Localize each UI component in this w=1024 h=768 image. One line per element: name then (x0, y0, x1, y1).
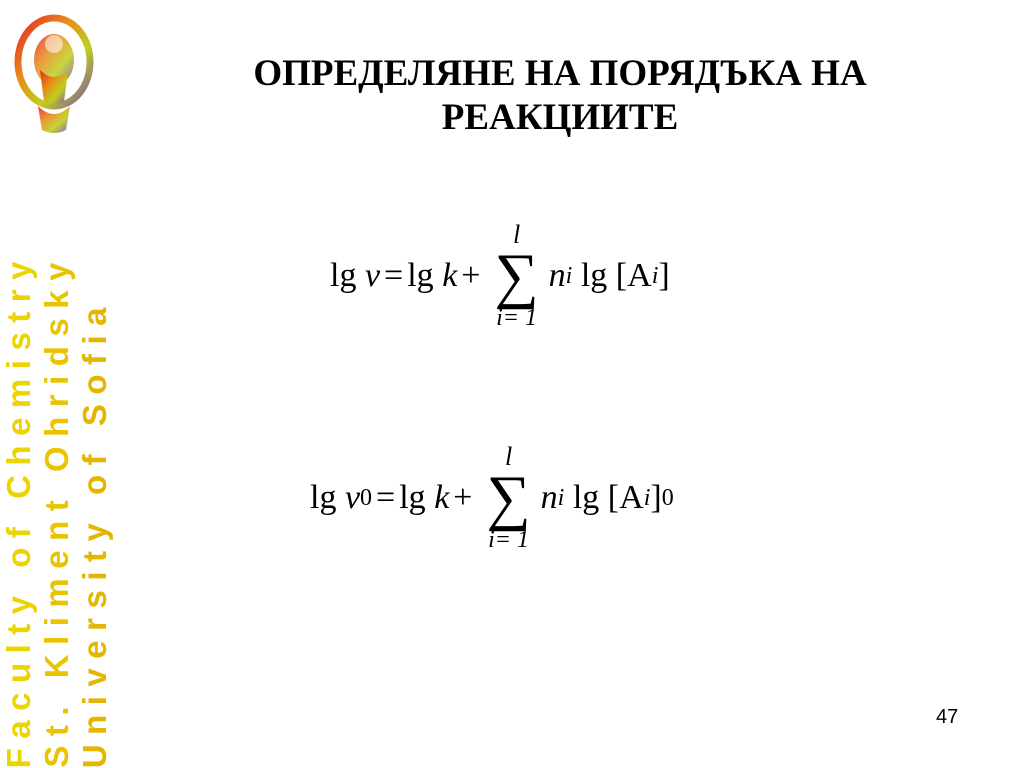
formula2-equals: = (376, 479, 396, 516)
formula2-lg-conc: lg (572, 479, 600, 516)
title-line-2: РЕАКЦИИТЕ (441, 97, 679, 138)
formula-conc-open: [A (615, 257, 652, 294)
formula-n-subscript: i (565, 262, 573, 289)
formula2-rate-v: v (344, 479, 361, 516)
formula-n: n (548, 257, 566, 294)
sum-symbol: ∑ (494, 242, 539, 310)
formula-k: k (442, 257, 458, 294)
formula-rate (330, 222, 670, 330)
formula2-lg: lg (310, 479, 337, 516)
formula2-conc-open: [A (607, 479, 644, 516)
formula2-n-subscript: i (557, 484, 565, 511)
sidebar-faculty-text: Faculty of Chemistry (0, 251, 37, 768)
formula-rate-v: v (364, 257, 381, 294)
formula-conc-close: ] (658, 257, 670, 294)
formula2-summation (486, 444, 530, 552)
formula2-lg-k: lg (399, 479, 426, 516)
sidebar-university-text: University of Sofia (76, 297, 113, 768)
formula-lg-conc: lg (580, 257, 608, 294)
formula2-a-subscript: i (643, 484, 651, 511)
formula2-conc-close: ] (650, 479, 662, 516)
sum2-symbol: ∑ (486, 464, 531, 532)
sum-lower-limit: i= 1 (496, 305, 537, 331)
sum-upper-limit: l (512, 220, 521, 249)
faculty-sidebar (0, 160, 112, 768)
formula2-n: n (540, 479, 558, 516)
formula-lg-k: lg (407, 257, 434, 294)
sum2-upper-limit: l (504, 442, 513, 471)
formula-a-subscript: i (651, 262, 659, 289)
formula2-close-subscript: 0 (661, 484, 674, 511)
university-seal-icon (10, 10, 98, 138)
formula-lg: lg (330, 257, 357, 294)
formula-initial-rate (310, 444, 674, 552)
formula2-k: k (434, 479, 450, 516)
formula-summation (494, 222, 538, 330)
formula2-v-subscript: 0 (360, 484, 373, 511)
title-line-1: ОПРЕДЕЛЯНЕ НА ПОРЯДЪКА НА (253, 53, 867, 94)
formula2-plus: + (453, 479, 473, 516)
slide-title (180, 52, 940, 140)
formula-plus: + (461, 257, 481, 294)
sidebar-kliment-text: St. Kliment Ohridsky (38, 253, 75, 768)
page-number: 47 (936, 706, 959, 728)
sum2-lower-limit: i= 1 (488, 527, 529, 553)
formula-equals: = (384, 257, 404, 294)
